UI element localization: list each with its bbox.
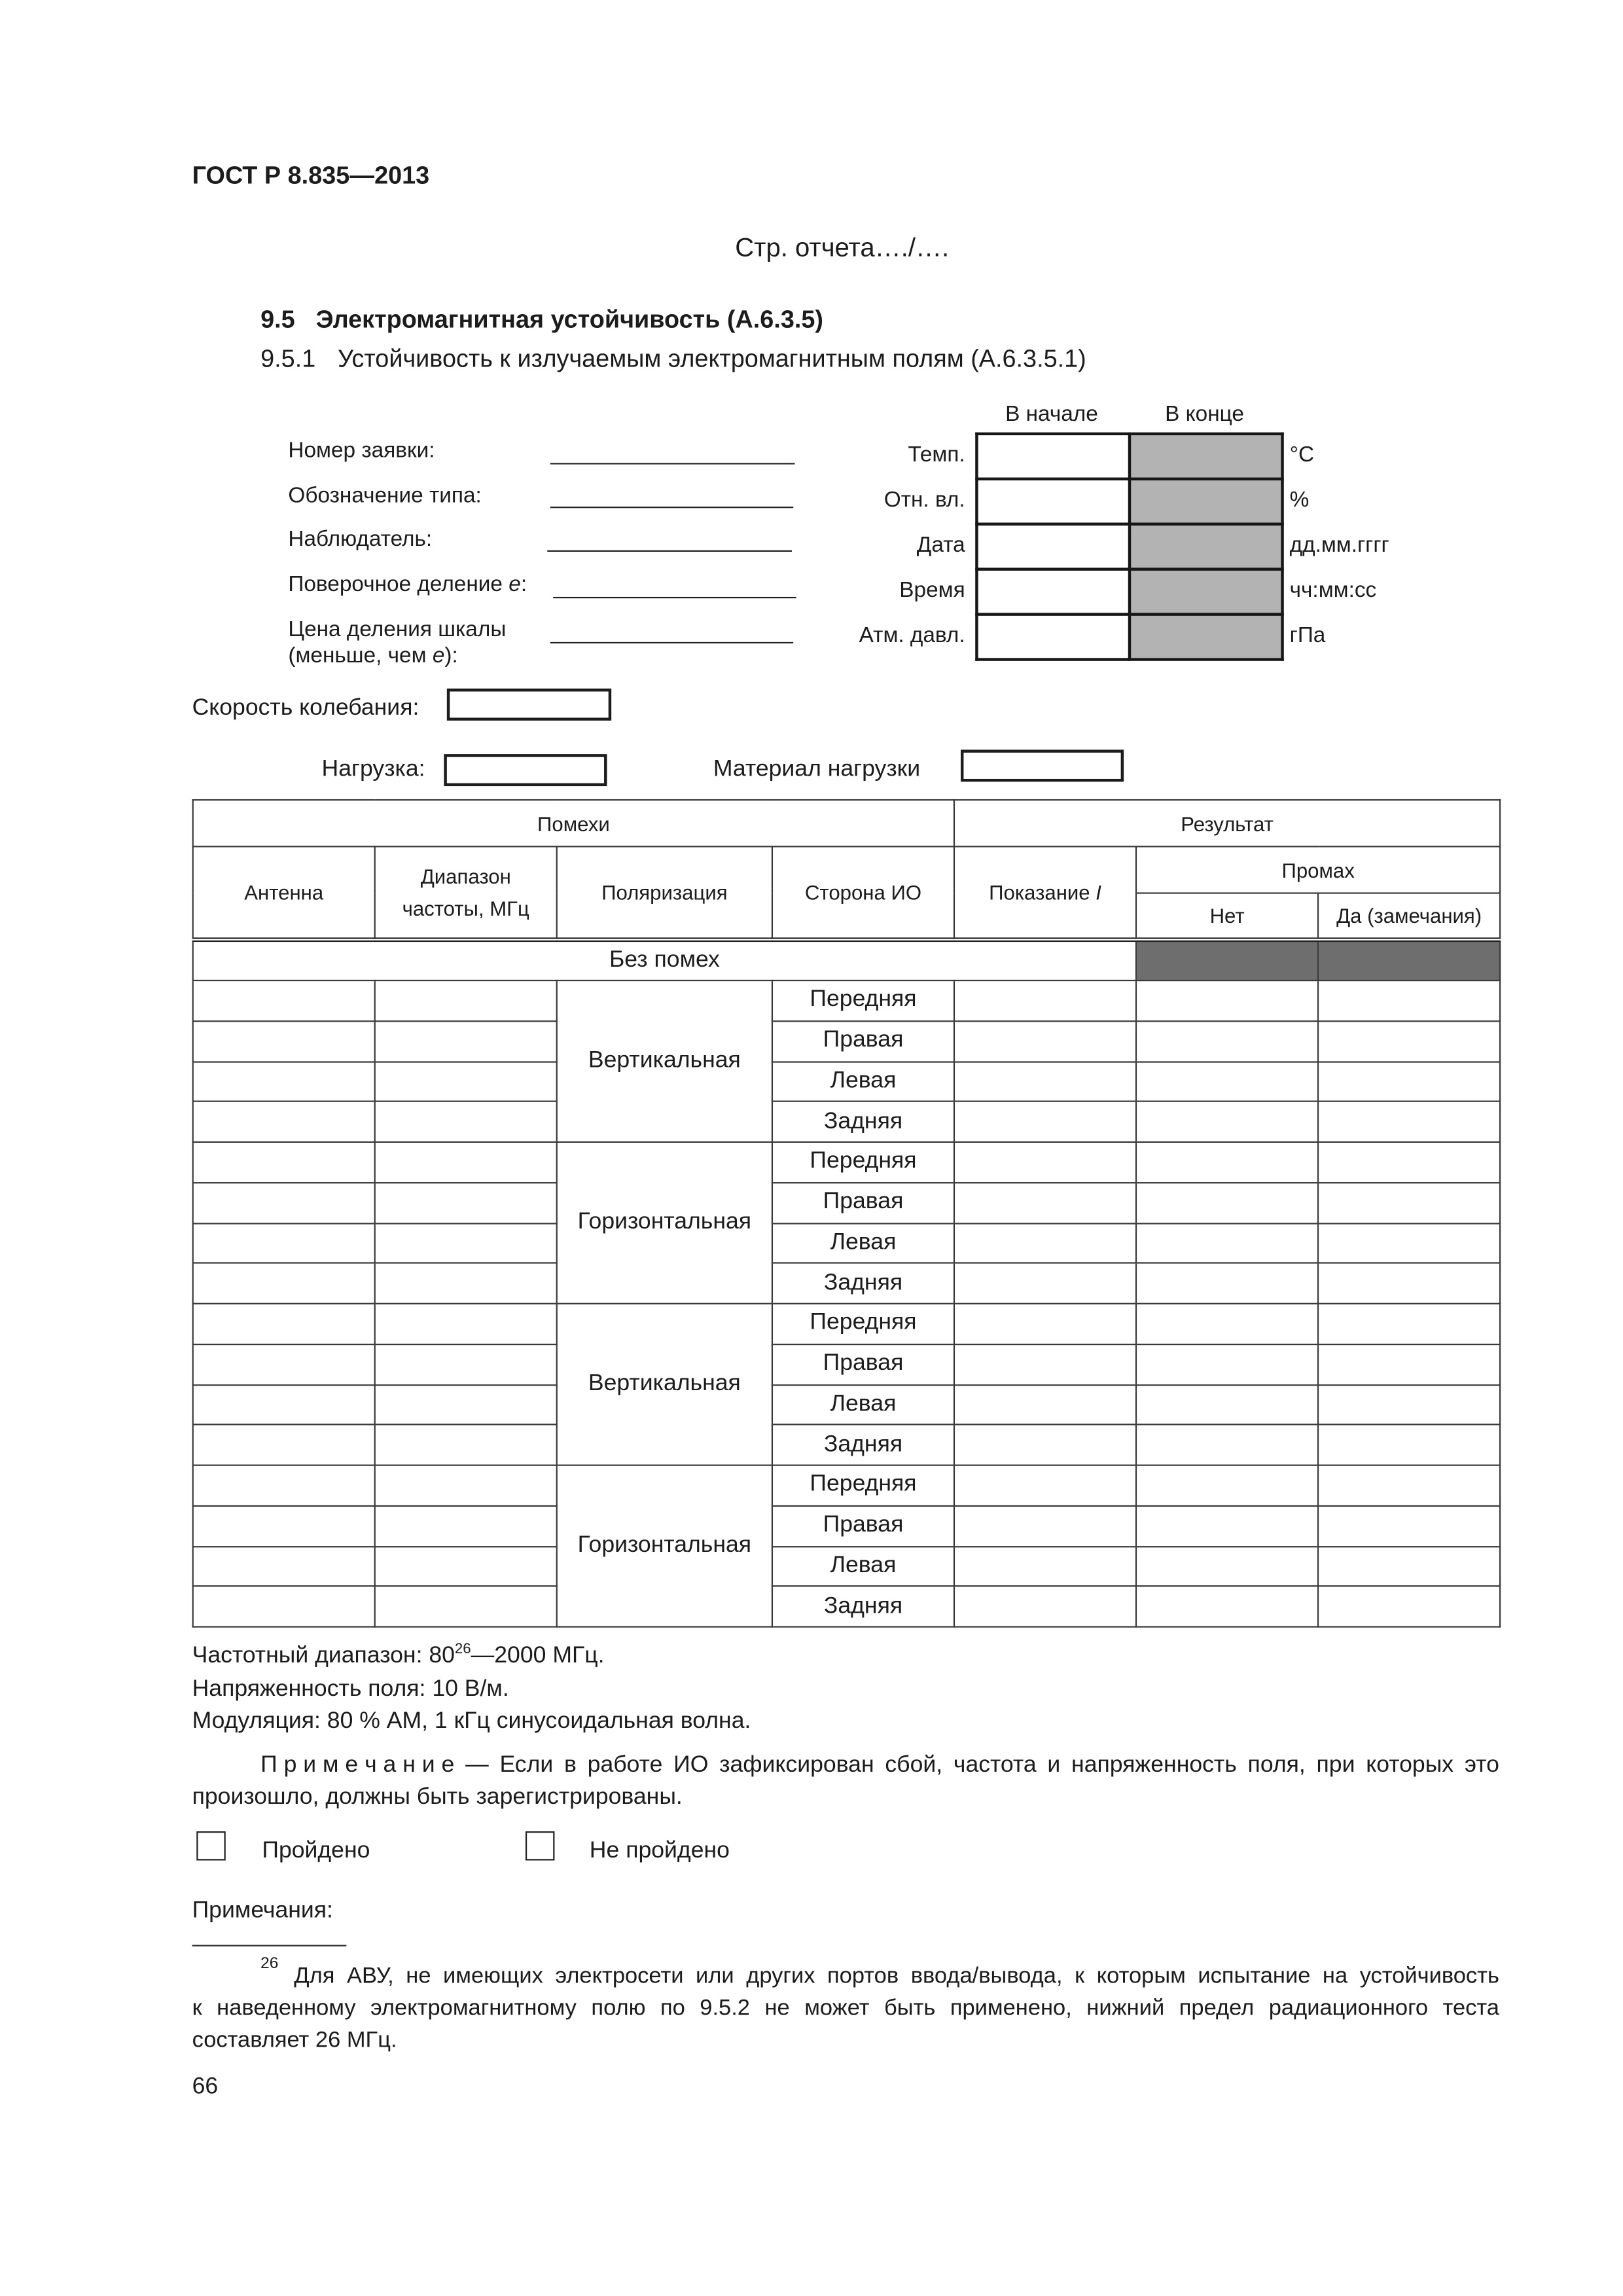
measurement-row	[193, 1223, 1500, 1263]
antenna-cell	[193, 1505, 375, 1546]
report-page-counter: Стр. отчета…./….	[735, 232, 950, 262]
conditions-row	[976, 524, 1282, 569]
antenna-cell	[193, 1183, 375, 1223]
antenna-cell	[193, 1465, 375, 1506]
condition-end-cell	[1130, 434, 1283, 479]
reading-cell	[954, 980, 1136, 1021]
condition-start-cell	[976, 569, 1130, 615]
section-number: 9.5	[260, 306, 295, 334]
condition-unit-date: дд.мм.гггг	[1289, 533, 1389, 558]
footnote-reference: 26	[454, 1641, 471, 1658]
measurement-row	[193, 1384, 1500, 1425]
scale-division-var: e	[432, 643, 445, 668]
footnote-line2: к наведенному электромагнитному полю по 9.5.2 не может быть применено, нижний предел радиационного теста	[192, 1996, 1499, 2021]
miss-yes-cell	[1318, 1425, 1500, 1465]
miss-yes-cell	[1318, 1263, 1500, 1304]
condition-label-date: Дата	[916, 533, 965, 558]
measurement-row	[193, 1425, 1500, 1465]
eut-side-cell: Правая	[772, 1505, 954, 1546]
footnote-separator	[192, 1945, 347, 1946]
miss-no-cell	[1136, 1465, 1318, 1506]
request-number-line	[550, 463, 795, 464]
note-label: П р и м е ч а н и е	[260, 1752, 455, 1778]
miss-no-cell	[1136, 1304, 1318, 1344]
antenna-cell	[193, 1344, 375, 1385]
eut-side-cell: Правая	[772, 1183, 954, 1223]
reading-cell	[954, 1425, 1136, 1465]
no-interference-label: Без помех	[193, 940, 1136, 980]
reading-cell	[954, 1183, 1136, 1223]
reading-header	[954, 846, 1136, 939]
footnote-line1: Для АВУ, не имеющих электросети или других портов ввода/вывода, к которым испытание на устойчивость	[294, 1964, 1499, 1989]
type-designation-label: Обозначение типа:	[288, 483, 482, 509]
verification-division-text: Поверочное деление	[288, 572, 503, 597]
conditions-row	[976, 569, 1282, 615]
condition-unit-pressure: гПа	[1289, 622, 1326, 648]
reading-cell	[954, 1021, 1136, 1062]
condition-start-cell	[976, 615, 1130, 660]
condition-label-pressure: Атм. давл.	[859, 622, 965, 648]
antenna-cell	[193, 980, 375, 1021]
failed-checkbox	[526, 1831, 554, 1860]
standard-designation: ГОСТ Р 8.835—2013	[192, 161, 430, 190]
antenna-cell	[193, 1263, 375, 1304]
table-header-row	[193, 800, 1500, 846]
miss-no-header: Нет	[1136, 893, 1318, 940]
load-label: Нагрузка:	[321, 757, 425, 782]
antenna-cell	[193, 1102, 375, 1142]
miss-header: Промах	[1136, 846, 1500, 893]
miss-yes-cell	[1318, 1465, 1500, 1506]
miss-no-cell	[1136, 1384, 1318, 1425]
miss-yes-cell	[1318, 1183, 1500, 1223]
subsection-title: Устойчивость к излучаемым электромагнитным полям (А.6.3.5.1)	[338, 345, 1086, 373]
conditions-row	[976, 615, 1282, 660]
conditions-row	[976, 479, 1282, 524]
frequency-range-cell	[375, 1505, 557, 1546]
miss-no-cell	[1136, 1021, 1318, 1062]
measurement-row	[193, 1102, 1500, 1142]
antenna-cell	[193, 1304, 375, 1344]
measurement-row	[193, 1587, 1500, 1627]
frequency-range-prefix: Частотный диапазон: 80	[192, 1643, 455, 1668]
eut-side-cell: Передняя	[772, 1304, 954, 1344]
no-interference-shaded-cell	[1136, 940, 1318, 980]
conditions-grid	[975, 433, 1284, 661]
measurement-row	[193, 1021, 1500, 1062]
measurement-row	[193, 1344, 1500, 1385]
section-heading	[260, 306, 823, 334]
reading-cell	[954, 1587, 1136, 1627]
frequency-range-header-line1: Диапазон	[420, 865, 511, 888]
frequency-range-cell	[375, 1384, 557, 1425]
load-material-field	[961, 749, 1124, 781]
condition-end-cell	[1130, 615, 1283, 660]
eut-side-cell: Передняя	[772, 1465, 954, 1506]
frequency-range-cell	[375, 1546, 557, 1587]
antenna-cell	[193, 1021, 375, 1062]
frequency-range-cell	[375, 1425, 557, 1465]
section-title: Электромагнитная устойчивость (А.6.3.5)	[315, 306, 824, 334]
reading-cell	[954, 1102, 1136, 1142]
eut-side-cell: Левая	[772, 1061, 954, 1102]
miss-yes-cell	[1318, 1546, 1500, 1587]
miss-no-cell	[1136, 1061, 1318, 1102]
miss-yes-cell	[1318, 1223, 1500, 1263]
reading-cell	[954, 1142, 1136, 1183]
scale-division-label-line1: Цена деления шкалы	[288, 617, 507, 642]
polarization-cell: Вертикальная	[557, 980, 772, 1142]
reading-cell	[954, 1223, 1136, 1263]
request-number-label: Номер заявки:	[288, 438, 435, 463]
eut-side-header: Сторона ИО	[772, 846, 954, 939]
no-interference-shaded-cell	[1318, 940, 1500, 980]
measurement-row	[193, 1263, 1500, 1304]
frequency-range-cell	[375, 1587, 557, 1627]
measurement-row	[193, 1142, 1500, 1183]
miss-yes-header: Да (замечания)	[1318, 893, 1500, 940]
note-line1	[260, 1751, 1499, 1780]
eut-side-cell: Правая	[772, 1021, 954, 1062]
reading-header-var: I	[1096, 880, 1101, 905]
eut-side-cell: Левая	[772, 1223, 954, 1263]
miss-no-cell	[1136, 980, 1318, 1021]
note-line2: произошло, должны быть зарегистрированы.	[192, 1784, 683, 1810]
condition-end-cell	[1130, 569, 1283, 615]
miss-yes-cell	[1318, 1587, 1500, 1627]
passed-label: Пройдено	[262, 1839, 370, 1864]
type-designation-line	[550, 507, 793, 508]
miss-no-cell	[1136, 1263, 1318, 1304]
frequency-range-cell	[375, 1183, 557, 1223]
failed-label: Не пройдено	[589, 1839, 730, 1864]
condition-unit-time: чч:мм:сс	[1289, 578, 1377, 603]
miss-yes-cell	[1318, 1344, 1500, 1385]
polarization-header: Поляризация	[557, 846, 772, 939]
condition-start-cell	[976, 434, 1130, 479]
eut-side-cell: Передняя	[772, 1142, 954, 1183]
miss-no-cell	[1136, 1587, 1318, 1627]
miss-no-cell	[1136, 1142, 1318, 1183]
load-field	[444, 754, 607, 786]
condition-end-cell	[1130, 524, 1283, 569]
miss-no-cell	[1136, 1102, 1318, 1142]
eut-side-cell: Задняя	[772, 1102, 954, 1142]
measurement-row	[193, 1465, 1500, 1506]
condition-unit-humidity: %	[1289, 488, 1310, 512]
vibration-label: Скорость колебания:	[192, 696, 419, 721]
conditions-start-header: В начале	[1005, 401, 1098, 427]
condition-start-cell	[976, 524, 1130, 569]
conditions-end-header: В конце	[1165, 401, 1244, 427]
antenna-cell	[193, 1587, 375, 1627]
miss-no-cell	[1136, 1183, 1318, 1223]
eut-side-cell: Левая	[772, 1384, 954, 1425]
reading-cell	[954, 1384, 1136, 1425]
interference-header: Помехи	[193, 800, 954, 846]
antenna-cell	[193, 1384, 375, 1425]
frequency-range-cell	[375, 1263, 557, 1304]
measurement-row	[193, 980, 1500, 1021]
condition-unit-temperature: °C	[1289, 442, 1315, 467]
condition-label-humidity: Отн. вл.	[883, 488, 965, 512]
antenna-cell	[193, 1223, 375, 1263]
conditions-row	[976, 434, 1282, 479]
vibration-field	[447, 689, 611, 721]
remarks-label: Примечания:	[192, 1898, 333, 1924]
frequency-range-cell	[375, 1102, 557, 1142]
frequency-range-cell	[375, 1304, 557, 1344]
subsection-number: 9.5.1	[260, 345, 316, 373]
verification-division-label	[288, 572, 527, 598]
reading-cell	[954, 1304, 1136, 1344]
condition-start-cell	[976, 479, 1130, 524]
eut-side-cell: Передняя	[772, 980, 954, 1021]
load-material-label: Материал нагрузки	[713, 757, 921, 782]
miss-yes-cell	[1318, 1304, 1500, 1344]
scale-division-line	[550, 642, 793, 643]
subsection-heading	[260, 345, 1086, 374]
antenna-cell	[193, 1425, 375, 1465]
measurement-row	[193, 1304, 1500, 1344]
reading-cell	[954, 1505, 1136, 1546]
miss-yes-cell	[1318, 1021, 1500, 1062]
antenna-cell	[193, 1546, 375, 1587]
miss-yes-cell	[1318, 1142, 1500, 1183]
measurement-row	[193, 1546, 1500, 1587]
frequency-range-cell	[375, 980, 557, 1021]
frequency-range-suffix: —2000 МГц.	[471, 1643, 605, 1668]
miss-yes-cell	[1318, 980, 1500, 1021]
frequency-range-text	[192, 1642, 605, 1671]
miss-no-cell	[1136, 1546, 1318, 1587]
eut-side-cell: Левая	[772, 1546, 954, 1587]
frequency-range-cell	[375, 1061, 557, 1102]
table-header-row	[193, 846, 1500, 893]
result-header: Результат	[954, 800, 1500, 846]
scale-division-suffix: ):	[444, 643, 458, 668]
frequency-range-cell	[375, 1021, 557, 1062]
reading-header-text: Показание	[989, 880, 1090, 905]
miss-no-cell	[1136, 1344, 1318, 1385]
observer-label: Наблюдатель:	[288, 527, 433, 552]
miss-yes-cell	[1318, 1102, 1500, 1142]
reading-cell	[954, 1344, 1136, 1385]
passed-checkbox	[196, 1831, 225, 1860]
frequency-range-cell	[375, 1344, 557, 1385]
reading-cell	[954, 1546, 1136, 1587]
condition-label-time: Время	[899, 578, 965, 603]
reading-cell	[954, 1465, 1136, 1506]
eut-side-cell: Задняя	[772, 1263, 954, 1304]
frequency-range-cell	[375, 1223, 557, 1263]
miss-no-cell	[1136, 1223, 1318, 1263]
verification-division-line	[553, 597, 796, 598]
polarization-cell: Вертикальная	[557, 1304, 772, 1465]
miss-yes-cell	[1318, 1061, 1500, 1102]
footnote-line3: составляет 26 МГц.	[192, 2028, 397, 2053]
antenna-cell	[193, 1142, 375, 1183]
frequency-range-cell	[375, 1465, 557, 1506]
note-text-line1: — Если в работе ИО зафиксирован сбой, частота и напряженность поля, при которых это	[465, 1752, 1499, 1778]
miss-no-cell	[1136, 1425, 1318, 1465]
miss-yes-cell	[1318, 1384, 1500, 1425]
no-interference-row	[193, 940, 1500, 980]
measurement-row	[193, 1183, 1500, 1223]
antenna-header: Антенна	[193, 846, 375, 939]
eut-side-cell: Задняя	[772, 1425, 954, 1465]
measurement-row	[193, 1061, 1500, 1102]
miss-yes-cell	[1318, 1505, 1500, 1546]
antenna-cell	[193, 1061, 375, 1102]
frequency-range-header-line2: частоты, МГц	[402, 897, 529, 920]
condition-end-cell	[1130, 479, 1283, 524]
observer-line	[547, 550, 792, 552]
scale-division-label-line2	[288, 643, 457, 670]
miss-no-cell	[1136, 1505, 1318, 1546]
verification-division-suffix: :	[520, 572, 527, 597]
page-number: 66	[192, 2074, 219, 2100]
reading-cell	[954, 1061, 1136, 1102]
measurement-row	[193, 1505, 1500, 1546]
frequency-range-header	[375, 846, 557, 939]
field-strength-text: Напряженность поля: 10 В/м.	[192, 1677, 509, 1702]
immunity-test-table	[192, 799, 1501, 1628]
frequency-range-cell	[375, 1142, 557, 1183]
eut-side-cell: Задняя	[772, 1587, 954, 1627]
scale-division-text: (меньше, чем	[288, 643, 427, 668]
condition-label-temperature: Темп.	[908, 442, 965, 467]
polarization-cell: Горизонтальная	[557, 1142, 772, 1304]
footnote-mark: 26	[260, 1955, 279, 1973]
verification-division-var: e	[508, 572, 521, 597]
reading-cell	[954, 1263, 1136, 1304]
modulation-text: Модуляция: 80 % АМ, 1 кГц синусоидальная волна.	[192, 1709, 751, 1734]
eut-side-cell: Правая	[772, 1344, 954, 1385]
polarization-cell: Горизонтальная	[557, 1465, 772, 1627]
